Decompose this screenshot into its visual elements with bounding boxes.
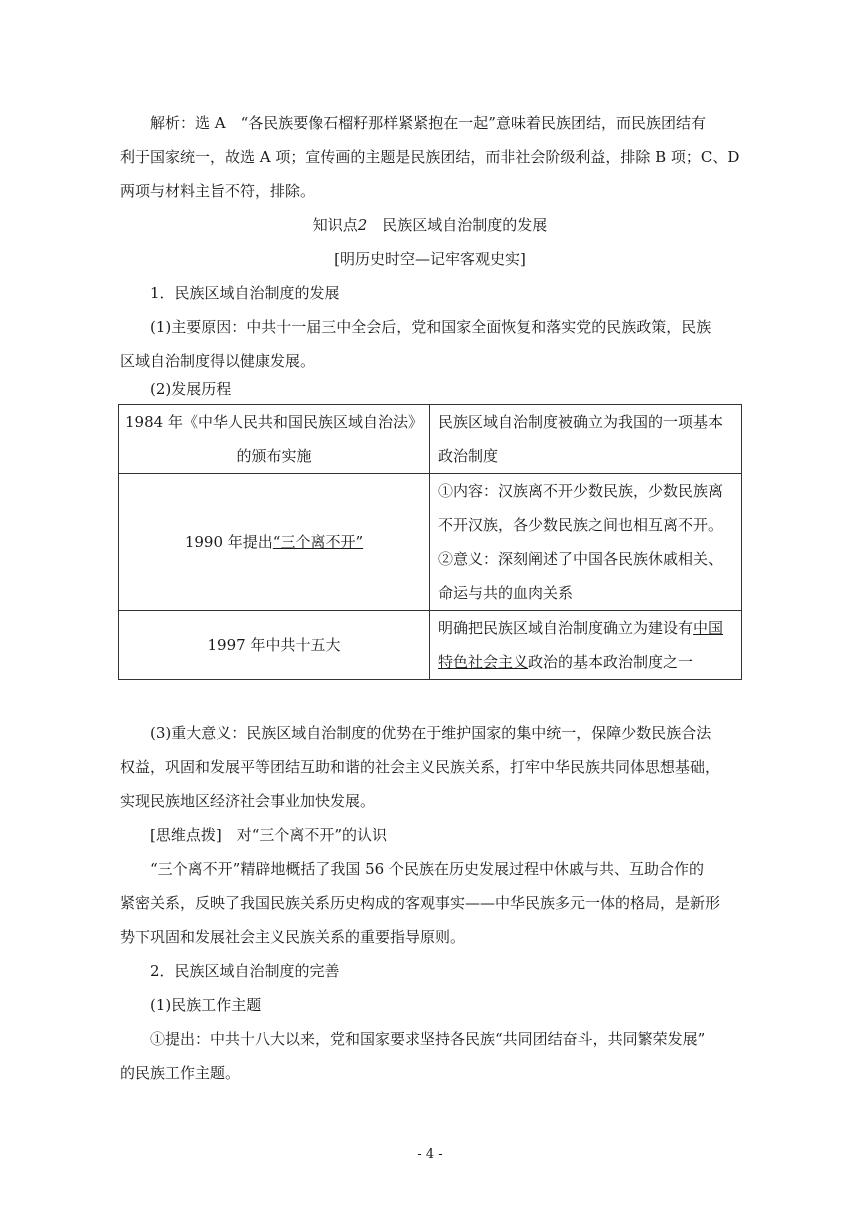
cell-text: 不开汉族，各少数民族之间也相互离不开。 <box>438 516 724 534</box>
part2-line-2: 的民族工作主题。 <box>120 1064 241 1082</box>
cell-text: 政治制度 <box>438 447 499 465</box>
table-cell-event <box>430 611 742 680</box>
thinking-line-3: 势下巩固和发展社会主义民族关系的重要指导原则。 <box>120 928 466 946</box>
thinking-heading: [思维点拨] 对“三个离不开”的认识 <box>150 826 388 844</box>
development-table <box>118 404 742 680</box>
part2-heading: 2．民族区域自治制度的完善 <box>150 962 340 980</box>
significance-line-1: (3)重大意义：民族区域自治制度的优势在于维护国家的集中统一，保障少数民族合法 <box>150 724 712 742</box>
significance-line-3: 实现民族地区经济社会事业加快发展。 <box>120 792 376 810</box>
analysis-line-1: 解析：选 A “各民族要像石榴籽那样紧紧抱在一起”意味着民族团结，而民族团结有 <box>150 114 706 132</box>
table-cell-event <box>430 474 742 611</box>
analysis-line-2: 利于国家统一，故选 A 项；宣传画的主题是民族团结，而非社会阶级利益，排除 B 项；C、D <box>120 148 740 166</box>
cell-text: 的颁布实施 <box>236 447 312 465</box>
underlined-term: “三个离不开” <box>272 533 364 551</box>
cell-text: 民族区域自治制度被确立为我国的一项基本 <box>438 413 724 431</box>
cell-text: 1984 年《中华人民共和国民族区域自治法》 <box>125 413 423 431</box>
reason-line-2: 区域自治制度得以健康发展。 <box>120 352 316 370</box>
analysis-line-3: 两项与材料主旨不符，排除。 <box>120 182 316 200</box>
cell-text: 政治的基本政治制度之一 <box>528 653 694 671</box>
part2-subheading: (1)民族工作主题 <box>150 996 262 1014</box>
cell-text: ①内容：汉族离不开少数民族，少数民族离 <box>438 482 724 500</box>
section-subtitle: [明历史时空—记牢客观史实] <box>334 250 526 268</box>
underlined-term: 中国 <box>693 619 724 637</box>
cell-text: 命运与共的血肉关系 <box>438 584 574 602</box>
table-cell-year <box>119 405 430 474</box>
section-title-text: 民族区域自治制度的发展 <box>382 216 548 234</box>
cell-text: 1990 年提出 <box>184 533 273 551</box>
section-title <box>120 208 740 242</box>
table-cell-year <box>119 474 430 611</box>
significance-line-2: 权益，巩固和发展平等团结互助和谐的社会主义民族关系，打牢中华民族共同体思想基础， <box>120 758 721 776</box>
history-heading: (2)发展历程 <box>150 380 232 398</box>
thinking-line-2: 紧密关系，反映了我国民族关系历史构成的客观事实——中华民族多元一体的格局，是新形 <box>120 894 721 912</box>
table-row <box>119 611 742 680</box>
thinking-line-1: “三个离不开”精辟地概括了我国 56 个民族在历史发展过程中休戚与共、互助合作的 <box>150 860 704 878</box>
section-title-number: 2 <box>357 216 368 234</box>
table-row <box>119 405 742 474</box>
part1-heading: 1．民族区域自治制度的发展 <box>150 284 340 302</box>
section-title-prefix: 知识点 <box>312 216 358 234</box>
cell-text: ②意义：深刻阐述了中国各民族休戚相关、 <box>438 550 724 568</box>
table-cell-year: 1997 年中共十五大 <box>119 611 430 680</box>
cell-text: 明确把民族区域自治制度确立为建设有 <box>438 619 694 637</box>
part2-line-1: ①提出：中共十八大以来，党和国家要求坚持各民族“共同团结奋斗，共同繁荣发展” <box>150 1030 706 1048</box>
reason-line-1: (1)主要原因：中共十一届三中全会后，党和国家全面恢复和落实党的民族政策，民族 <box>150 318 712 336</box>
underlined-term: 特色社会主义 <box>438 653 529 671</box>
table-row <box>119 474 742 611</box>
table-cell-event <box>430 405 742 474</box>
page-number: - 4 - <box>417 1147 443 1162</box>
